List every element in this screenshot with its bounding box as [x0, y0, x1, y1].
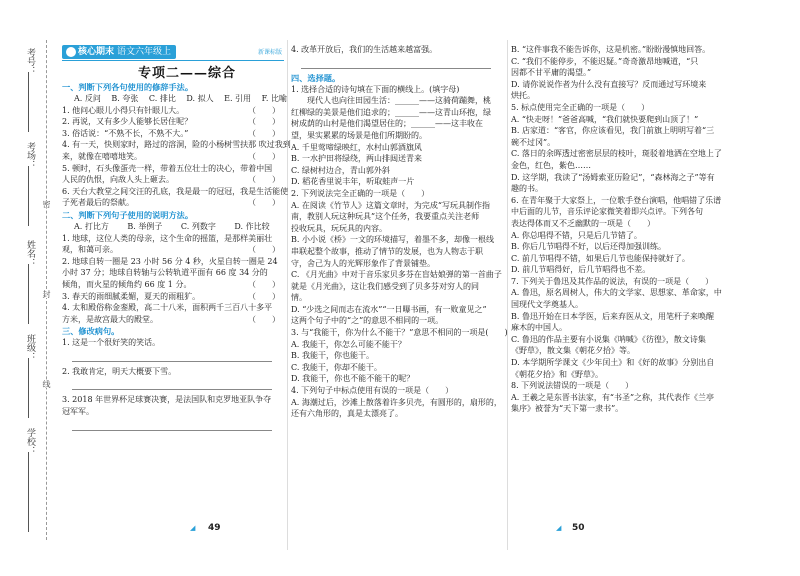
list-item: 望，果实累累的场景是他们所期盼的。: [291, 130, 427, 140]
question-7: [511, 276, 731, 380]
list-item: 方米，是故宫最大的殿堂。 （ ）: [62, 314, 280, 324]
page-title: 专项二——综合: [138, 66, 237, 81]
answer-paren[interactable]: （ ）: [248, 175, 280, 185]
answer-paren[interactable]: （ ）: [248, 105, 280, 115]
question-3: [291, 327, 508, 385]
list-item: 因都不甘平庸的渴望。”: [511, 68, 592, 78]
list-item: 人民的仇恨，向敌人头上砸去。 （ ）: [62, 175, 280, 185]
edition-mark: 新课标版: [258, 49, 283, 56]
list-item: B. 你后几节唱得不好，以后还得加强训练。: [511, 242, 666, 252]
answer-paren[interactable]: （ ）: [248, 279, 280, 289]
list-item: C. “我们不能停步，不能迟疑。”奇奇激昂地喊道，“只: [511, 56, 699, 66]
list-item: 《野草》，散文集《朝花夕拾》等。: [511, 346, 635, 356]
list-item: A. 你总唱得不错，只是后几节错了。: [511, 230, 642, 240]
brand-name: 核心期末: [78, 47, 115, 57]
list-item: 6. 天台大教堂之间交汪的孔底，我是最一的冠冠，我是生活能使: [62, 186, 289, 196]
seal-word-xian: 线: [42, 380, 51, 388]
list-item: D. 本学期所学课文《少年闰土》和《好的故事》分别出自: [511, 358, 715, 368]
list-item: C. 我能干，你却不能干。: [291, 362, 382, 372]
label-banji: 班级：: [25, 334, 35, 361]
answer-line[interactable]: [72, 351, 272, 362]
field-line-xuexiao: [28, 452, 29, 532]
list-item: B. 小小说《桥》一文的环境描写，着墨不多，却像一根线: [291, 235, 494, 245]
question-4-continued: [511, 44, 731, 102]
seal-word-mi: 密: [42, 200, 51, 208]
field-line-kaochang: [28, 166, 29, 226]
list-item: 麻木的中国人。: [511, 323, 567, 333]
s1-list: [62, 105, 291, 209]
answer-paren[interactable]: （ ）: [248, 117, 280, 127]
list-item: 集序》被誉为“天下第一隶书”。: [511, 404, 624, 414]
options-line: A. 反问 B. 夸张 C. 排比 D. 拟人 E. 引用 F. 比喻: [74, 94, 287, 103]
list-item: 1. 这是一个很好笑的笑话。: [62, 338, 161, 348]
list-item: 3. 春天的雨细腻柔媚，夏天的雨粗犷。 （ ）: [62, 291, 280, 301]
answer-paren[interactable]: （ ）: [248, 128, 280, 138]
brand-banner: [62, 45, 176, 59]
binding-strip: [0, 0, 58, 576]
list-item: A. 王羲之是东晋书法家，有“书圣”之称，其代表作《兰亭: [511, 392, 715, 402]
list-item: D. 稻花香里说丰年，听取蛙声一片: [291, 177, 415, 187]
seal-word-feng: 封: [42, 290, 51, 298]
list-item: A. 我能干，你怎么可能不能干？: [291, 339, 406, 349]
list-item: 烘托。: [511, 91, 535, 101]
page-number-left: 49: [208, 523, 221, 533]
list-item: D. 我能干，你也不能不能干的呢？: [291, 374, 415, 384]
label-xingming: 姓名：: [25, 240, 35, 267]
list-item: 2. 地球自转一圈是 23 小时 56 分 4 秒，火星自转一圈是 24: [62, 256, 278, 266]
list-item: 就是《月光曲》，这让我们感受到了贝多芬对穷人的同: [291, 281, 479, 291]
s2-list: [62, 233, 284, 326]
list-item: A. 在阅读《竹节人》这篇文章时，为完成“写玩具制作指: [291, 200, 490, 210]
list-item: 碗不过冈”。: [511, 137, 556, 147]
list-item: 4. 下列句子中标点使用有误的一项是（ ）: [291, 386, 454, 396]
column-divider: [287, 40, 288, 550]
list-item: 2. 下列说法完全正确的一项是（ ）: [291, 188, 430, 198]
list-item: 情。: [291, 293, 307, 303]
list-item: 现代人也向往田园生活：______——这骑荷蹦舞，桃: [291, 96, 491, 106]
field-line-banji: [28, 358, 29, 418]
options-line: A. 打比方 B. 举例子 C. 列数字 D. 作比较: [74, 221, 270, 231]
list-item: 投收玩具，玩玩具的内容。: [291, 223, 387, 233]
brand-grade: 语文六年级上: [117, 47, 172, 57]
list-item: B. 店家道：“客官，你应该看见，我门前旗上明明写着“三: [511, 126, 715, 136]
section-title: 一、判断下列各句使用的修辞手法。: [62, 82, 194, 92]
brand-logo-icon: [66, 47, 76, 57]
list-item: C. 前几节唱得不错，如果后几节也能保持就好了。: [511, 253, 690, 263]
list-item: 6. 在青年聚于大家祭上，一位歌手登台演唱，他唱错了乐谱: [511, 195, 722, 205]
list-item: D. 这学期，我读了“汤姆索亚历险记”，“森林海之子”等有: [511, 172, 715, 182]
answer-line[interactable]: [301, 58, 491, 69]
column-divider: [507, 40, 508, 550]
label-kaochang: 考场：: [25, 142, 35, 169]
question-8: [511, 380, 731, 415]
label-xuexiao: 学校：: [25, 428, 35, 455]
list-item: 倾角，而火星的倾角约 66 度 1 分。 （ ）: [62, 279, 280, 289]
list-item: 国现代文学奠基人。: [511, 300, 583, 310]
list-item: B. “这件事我不能告诉你，这是机密。”盼盼漫慎地回答。: [511, 45, 711, 54]
list-item: 趣的书。: [511, 184, 543, 194]
page-deco-icon: ◢: [556, 524, 562, 532]
answer-paren[interactable]: （ ）: [248, 245, 280, 255]
list-item: 5. 标点使用完全正确的一项是（ ）: [511, 102, 650, 112]
answer-paren[interactable]: （ ）: [248, 151, 280, 161]
list-item: 5. 顿时，石头像蛋壳一样，带着五位壮士的决心，带着中国: [62, 163, 273, 173]
list-item: 1. 地球，这位人类的母亲，这个生命的摇篮，是那样美丽壮: [62, 233, 273, 243]
list-item: 观，和蔼可亲。 （ ）: [62, 245, 280, 255]
list-item: 冠军军。: [62, 407, 94, 417]
label-kaohao: 考号：: [25, 48, 35, 75]
column-left: [62, 82, 291, 435]
list-item: 串联起整个故事，推动了情节的发展，也为人物志于职: [291, 246, 483, 256]
list-item: 2. 再说，又有多少人能够长居住呢？ （ ）: [62, 117, 280, 127]
header-rule: [62, 60, 284, 61]
list-item: 红柳绿的美景是他们追求的；______——这青山环抱，绿: [291, 107, 491, 117]
page-deco-icon: ◢: [190, 524, 196, 532]
list-item: 子死者最后的祭献。 （ ）: [62, 198, 280, 208]
field-line-kaohao: [28, 72, 29, 132]
list-item: C. 《月光曲》中对于音乐家贝多芬在盲姑娘弹的第一首曲子: [291, 270, 502, 280]
list-item: A. 千里莺啼绿映红，水村山郭酒旗风: [291, 142, 422, 152]
list-item: D. “少选之间而志在流水”“一日曝书画，有一败童见之”: [291, 304, 487, 314]
question-6: [511, 195, 731, 276]
question-4: [291, 385, 503, 420]
list-item: C. 绿树村边合，青山郭外斜: [291, 165, 390, 175]
list-item: 4. 改革开放后，我们的生活越来越富强。: [291, 45, 438, 54]
field-line-xingming: [28, 264, 29, 324]
question-1: [291, 84, 503, 188]
list-item: A. “快走呀！”爸爸高喊，“我们就快要爬到山顶了！”: [511, 114, 699, 124]
list-item: C. 落日的余晖透过密密层层的枝叶，斑驳着地洒在空地上了: [511, 149, 722, 159]
list-item: C. 鲁迅的作品主要有小说集《呐喊》《彷徨》，散文诗集: [511, 334, 706, 344]
list-item: 3. 与“我能干，你为什么不能干？”意思不相同的一项是( ): [291, 328, 508, 338]
section-title: 三、修改病句。: [62, 326, 120, 337]
list-item: 南，教别人玩这种玩具”这个任务，我要重点关注老师: [291, 212, 480, 222]
question-2: [291, 188, 503, 327]
section-title: 四、选择题。: [291, 72, 341, 83]
list-item: 7. 下列关于鲁迅及其作品的说法，有误的一项是（ ）: [511, 276, 714, 286]
list-item: 金色，红色，紫色……: [511, 160, 591, 170]
list-item: D. 前几节唱得好，后几节唱得也不差。: [511, 265, 651, 275]
list-item: 3. 俗话说：“不熟不长，不熟不大。” （ ）: [62, 128, 280, 138]
list-item: 来，就像在嘻嘻地笑。 （ ）: [62, 151, 280, 161]
column-right: [511, 44, 731, 415]
list-item: 这两个句子中的“之”的意思不相同的一项。: [291, 316, 444, 326]
section-title: 二、判断下列句子使用的说明方法。: [62, 209, 194, 220]
list-item: 1. 他问心眼儿小得只有针眼儿大。 （ ）: [62, 105, 280, 115]
column-middle: [291, 44, 508, 420]
answer-paren[interactable]: （ ）: [248, 314, 280, 324]
list-item: 小时 37 分；地球自转轴与公转轨道平面有 66 度 34 分的: [62, 268, 268, 278]
list-item: B. 一水护田将绿绕，两山排闼送青来: [291, 154, 422, 164]
list-item: B. 我能干，你也能干。: [291, 351, 374, 361]
answer-line[interactable]: [72, 420, 272, 431]
list-item: 8. 下列说法错误的一项是（ ）: [511, 381, 634, 391]
list-item: 守，舍己为人的光辉形象作了背景铺垫。: [291, 258, 435, 268]
list-item: B. 鲁迅开始在日本学医，后来弃医从文，用笔杆子来唤醒: [511, 311, 714, 321]
list-item: 《朝花夕拾》和《野草》。: [511, 369, 603, 379]
list-item: A. 鲁迅，原名周树人，伟大的文学家、思想家、革命家，中: [511, 288, 722, 298]
list-item: 2. 我敢肯定，明天大概要下雪。: [62, 366, 177, 376]
list-item: 4. 有一天，快则家时，路过的溶洞，险的小杨树雪扶那 吹过我到: [62, 140, 291, 150]
list-item: 1. 选择合适的诗句填在下面的横线上。(填字母): [291, 84, 460, 94]
list-item: A. 海潮过后，沙滩上散落着许多贝壳，有圆形的，扇形的，: [291, 397, 502, 407]
answer-paren[interactable]: （ ）: [248, 198, 280, 208]
question-5: [511, 102, 731, 195]
list-item: 表达得体而又不乏幽默的一项是（ ）: [511, 218, 655, 228]
list-item: 中后面的儿节，音乐评论家微笑着即兴点评。下列各句: [511, 207, 703, 217]
answer-line[interactable]: [72, 379, 272, 390]
answer-paren[interactable]: （ ）: [248, 291, 280, 301]
page-number-right: 50: [572, 523, 585, 533]
list-item: D. 请你说说作者为什么没有直接写？反而通过写环境来: [511, 79, 707, 89]
list-item: 还有六角形的，真是太漂亮了。: [291, 409, 403, 419]
list-item: 树成荫的山村是他们渴望居住的；______——这丰收在: [291, 119, 483, 129]
list-item: 4. 太和殿俗称金銮殿，高二十八米，面积两千三百八十多平: [62, 303, 273, 313]
list-item: 3. 2018 年世界杯足球赛决赛，是法国队和克罗地亚队争夺: [62, 395, 272, 405]
